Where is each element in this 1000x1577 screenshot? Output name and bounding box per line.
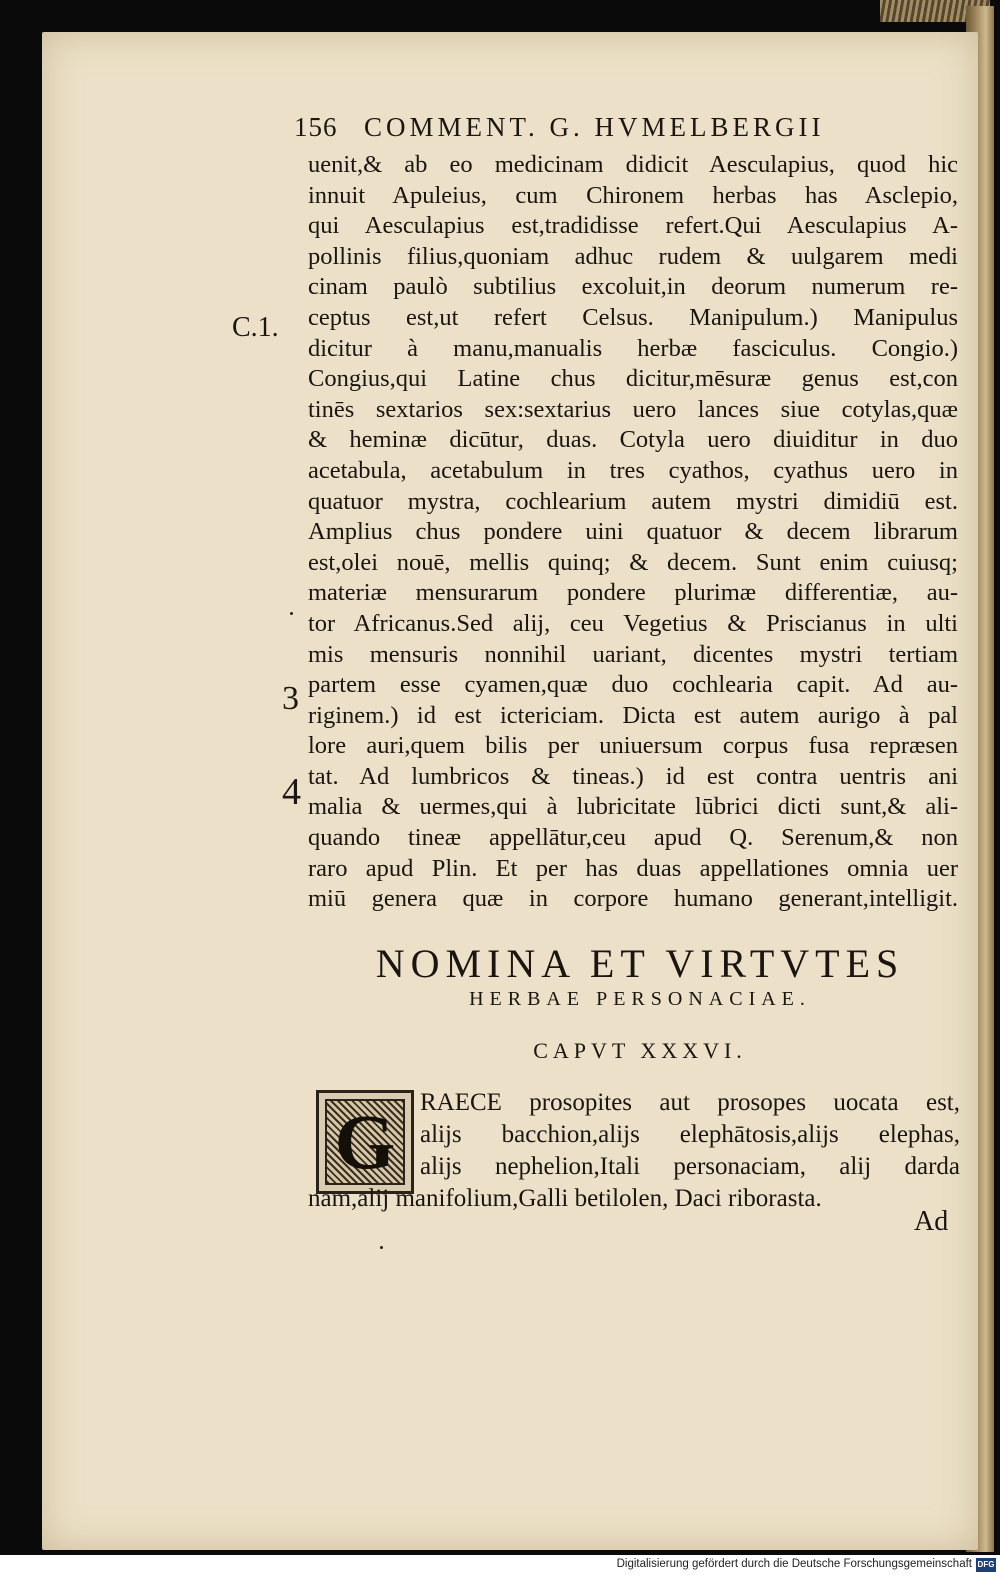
text-line: alijs nephelion,Itali personaciam, alij darda bbox=[420, 1153, 960, 1180]
margin-note-3: 3 bbox=[282, 680, 299, 717]
text-line: cinam paulò subtilius excoluit,in deorum numerum re- bbox=[308, 273, 958, 301]
chapter-heading-sub: HERBAE PERSONACIAE. bbox=[469, 988, 811, 1010]
text-line: miū genera quæ in corpore humano generant,intelligit. bbox=[308, 885, 958, 913]
running-head bbox=[294, 112, 894, 152]
text-line: malia & uermes,qui à lubricitate lūbrici dicti sunt,& ali- bbox=[308, 793, 958, 821]
text-line: raro apud Plin. Et per has duas appellationes omnia uer bbox=[308, 854, 958, 882]
text-line: materiæ mensurarum pondere plurimæ differentiæ, au- bbox=[308, 579, 958, 607]
text-line: lore auri,quem bilis per uniuersum corpus fusa repræsen bbox=[308, 732, 958, 760]
text-line: est,olei nouē, mellis quinq; & decem. Sunt enim cuiusq; bbox=[308, 548, 958, 576]
ink-speck bbox=[380, 1246, 383, 1249]
text-line: qui Aesculapius est,tradidisse refert.Qui Aesculapius A- bbox=[308, 212, 958, 240]
text-line: tinēs sextarios sex:sextarius uero lances siue cotylas,quæ bbox=[308, 395, 958, 423]
text-line: tat. Ad lumbricos & tineas.) id est contra uentris ani bbox=[308, 762, 958, 790]
text-line: tor Africanus.Sed alij, ceu Vegetius & Priscianus in ulti bbox=[308, 609, 958, 637]
text-line: mis mensuris nonnihil uariant, dicentes mystri tertiam bbox=[308, 640, 958, 668]
dfg-logo: DFG bbox=[976, 1558, 996, 1572]
ink-speck bbox=[290, 612, 293, 615]
text-line: alijs bacchion,alijs elephātosis,alijs elephas, bbox=[420, 1121, 960, 1148]
decorated-initial bbox=[316, 1090, 414, 1194]
text-line: riginem.) id est ictericiam. Dicta est autem aurigo à pal bbox=[308, 701, 958, 729]
text-line: quando tineæ appellātur,ceu apud Q. Serenum,& non bbox=[308, 824, 958, 852]
text-line: quatuor mystra, cochlearium autem mystri dimidiū est. bbox=[308, 487, 958, 515]
text-line: uenit,& ab eo medicinam didicit Aesculapius, quod hic bbox=[308, 151, 958, 178]
text-line: innuit Apuleius, cum Chironem herbas has Asclepio, bbox=[308, 181, 958, 209]
text-line: acetabula, acetabulum in tres cyathos, cyathus uero in bbox=[308, 456, 958, 484]
initial-letter: G bbox=[334, 1098, 396, 1185]
chapter-number: CAPVT XXXVI. bbox=[533, 1038, 747, 1063]
margin-note-4: 4 bbox=[282, 771, 301, 813]
folio-number: 156 bbox=[294, 112, 338, 142]
text-line: Amplius chus pondere uini quatuor & decem librarum bbox=[308, 518, 958, 546]
text-line: partem esse cyamen,quæ duo cochlearia capit. Ad au- bbox=[308, 671, 958, 699]
catchword: Ad bbox=[914, 1206, 949, 1237]
text-line: ceptus est,ut refert Celsus. Manipulum.) Manipulus bbox=[308, 303, 958, 331]
chapter-text bbox=[308, 1087, 960, 1215]
chapter-heading-main: NOMINA ET VIRTVTES bbox=[375, 941, 905, 986]
text-line: dicitur à manu,manualis herbæ fasciculus. Congio.) bbox=[308, 334, 958, 362]
running-title: COMMENT. G. HVMELBERGII bbox=[364, 112, 825, 142]
text-line: & heminæ dicūtur, duas. Cotyla uero diuiditur in duo bbox=[308, 426, 958, 454]
text-line: Congius,qui Latine chus dicitur,mēsuræ genus est,con bbox=[308, 365, 958, 393]
text-line: RAECE prosopites aut prosopes uocata est, bbox=[420, 1089, 960, 1116]
text-line: nam,alij manifolium,Galli betilolen, Daci riborasta. bbox=[308, 1185, 822, 1212]
commentary-text bbox=[308, 150, 958, 915]
text-line: pollinis filius,quoniam adhuc rudem & uulgarem medi bbox=[308, 242, 958, 270]
margin-note-c1: C.1. bbox=[232, 312, 279, 343]
funding-credit: Digitalisierung gefördert durch die Deutsche Forschungsgemeinschaft bbox=[616, 1558, 972, 1570]
footer-bar bbox=[0, 1555, 1000, 1577]
